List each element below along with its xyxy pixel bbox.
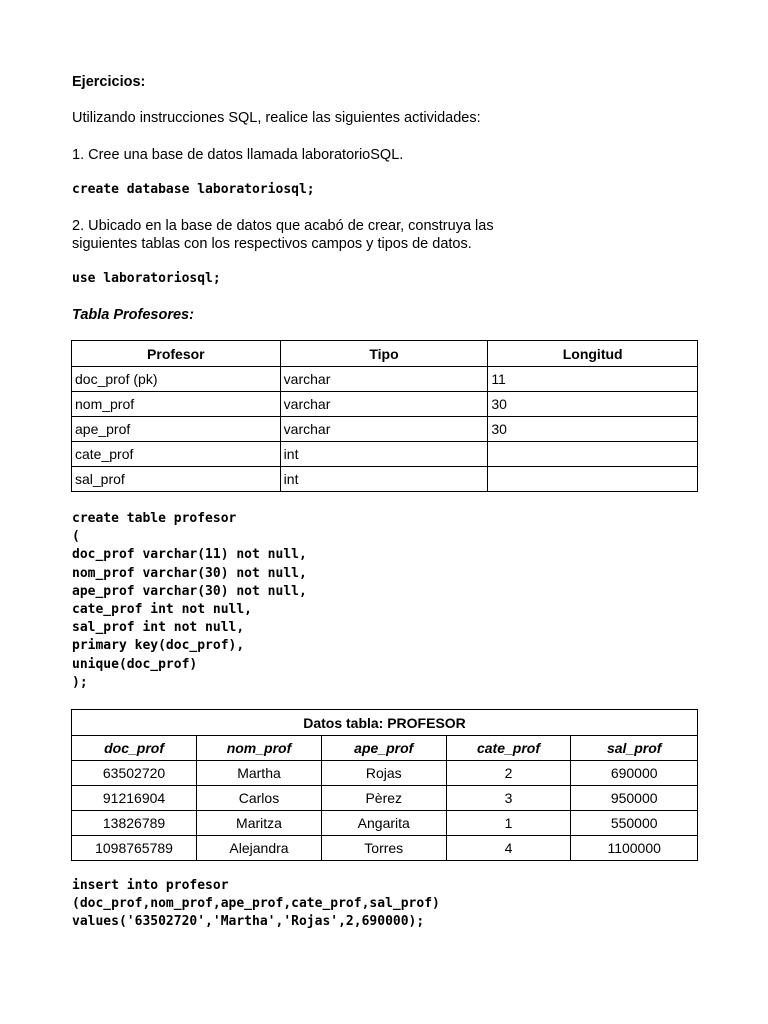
data-row [72,811,698,836]
data-cell: Alejandra [197,836,322,861]
schema-header-cell: Longitud [488,341,698,367]
schema-cell: int [280,467,488,492]
data-table [71,709,698,861]
code-line: primary key(doc_prof), [72,638,245,654]
data-row [72,836,698,861]
code-line: unique(doc_prof) [72,656,198,672]
intro-text: Utilizando instrucciones SQL, realice las siguientes actividades: [72,110,481,126]
code-line: values('63502720','Martha','Rojas',2,690000); [72,914,425,930]
data-cell: Rojas [321,761,446,786]
data-header-cell: ape_prof [321,736,446,761]
data-header-cell: doc_prof [72,736,197,761]
schema-cell [488,442,698,467]
schema-cell: 30 [488,417,698,442]
data-header-row [72,736,698,761]
create-database-code: create database laboratoriosql; [72,182,315,197]
insert-code [72,877,440,932]
data-cell: Angarita [321,811,446,836]
step-2-line-1: 2. Ubicado en la base de datos que acabó de crear, construya las [72,218,494,234]
data-caption-row [72,710,698,736]
schema-row [72,367,698,392]
schema-row [72,392,698,417]
schema-cell: cate_prof [72,442,281,467]
schema-header-row [72,341,698,367]
heading: Ejercicios: [72,74,146,90]
data-cell: Pèrez [321,786,446,811]
data-cell: 2 [446,761,571,786]
step-1-text: 1. Cree una base de datos llamada laboratorioSQL. [72,147,404,163]
data-cell: 1 [446,811,571,836]
schema-table [71,340,698,492]
data-row [72,761,698,786]
code-line: doc_prof varchar(11) not null, [72,547,307,563]
data-cell: 3 [446,786,571,811]
code-line: nom_prof varchar(30) not null, [72,565,307,581]
data-cell: 550000 [571,811,698,836]
data-cell: 690000 [571,761,698,786]
schema-row [72,467,698,492]
code-line: ); [72,674,88,690]
data-cell: 63502720 [72,761,197,786]
data-cell: 950000 [571,786,698,811]
code-line: (doc_prof,nom_prof,ape_prof,cate_prof,sal_prof) [72,896,440,912]
schema-cell: 11 [488,367,698,392]
schema-cell: int [280,442,488,467]
schema-row [72,442,698,467]
code-line: ape_prof varchar(30) not null, [72,583,307,599]
data-cell: 13826789 [72,811,197,836]
data-header-cell: nom_prof [197,736,322,761]
schema-row [72,417,698,442]
data-cell: Carlos [197,786,322,811]
data-cell: 1100000 [571,836,698,861]
data-row [72,786,698,811]
code-line: create table profesor [72,511,237,526]
data-cell: 1098765789 [72,836,197,861]
schema-cell: doc_prof (pk) [72,367,281,392]
schema-cell: nom_prof [72,392,281,417]
schema-cell: sal_prof [72,467,281,492]
data-cell: Martha [197,761,322,786]
schema-cell [488,467,698,492]
data-cell: Maritza [197,811,322,836]
schema-header-cell: Profesor [72,341,281,367]
schema-header-cell: Tipo [280,341,488,367]
code-line: ( [72,529,80,545]
data-cell: 4 [446,836,571,861]
data-header-cell: sal_prof [571,736,698,761]
schema-cell: 30 [488,392,698,417]
schema-cell: varchar [280,417,488,442]
schema-cell: ape_prof [72,417,281,442]
code-line: cate_prof int not null, [72,602,253,618]
code-line: insert into profesor [72,878,229,893]
create-table-code [72,510,307,692]
step-2-line-2: siguientes tablas con los respectivos campos y tipos de datos. [72,236,472,252]
schema-cell: varchar [280,392,488,417]
data-cell: 91216904 [72,786,197,811]
data-cell: Torres [321,836,446,861]
table-profesores-title: Tabla Profesores: [72,307,194,323]
data-table-caption: Datos tabla: PROFESOR [72,710,698,736]
data-header-cell: cate_prof [446,736,571,761]
use-database-code: use laboratoriosql; [72,271,221,286]
schema-cell: varchar [280,367,488,392]
code-line: sal_prof int not null, [72,620,245,636]
